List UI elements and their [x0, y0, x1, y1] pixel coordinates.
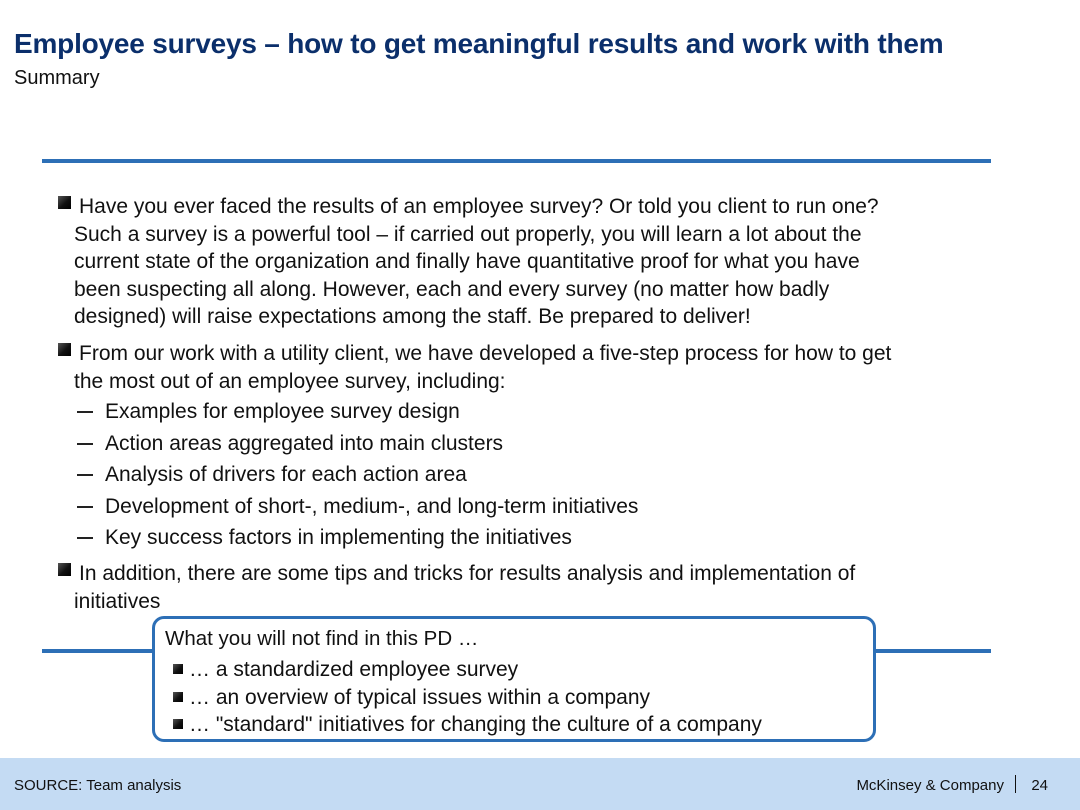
- top-divider: [42, 159, 991, 163]
- callout-box: [152, 616, 876, 742]
- dash-bullet-icon: [77, 411, 93, 413]
- footer-separator: [1015, 775, 1017, 793]
- page-subtitle: Summary: [14, 67, 100, 89]
- bullet-line: From our work with a utility client, we have developed a five-step process for how to get: [79, 342, 892, 365]
- bullet-paragraph-2: [74, 340, 974, 395]
- callout-list: [171, 656, 762, 739]
- list-item: Development of short-, medium-, and long-term initiatives: [74, 491, 638, 523]
- dash-bullet-icon: [77, 443, 93, 445]
- process-steps-list: [74, 396, 638, 554]
- square-bullet-icon: [58, 563, 71, 576]
- square-bullet-icon: [173, 664, 183, 674]
- company-name: McKinsey & Company: [856, 777, 1004, 794]
- list-item: Examples for employee survey design: [74, 396, 638, 428]
- bullet-line: Have you ever faced the results of an employee survey? Or told you client to run one?: [79, 195, 879, 218]
- callout-heading: What you will not find in this PD …: [165, 627, 479, 650]
- dash-bullet-icon: [77, 506, 93, 508]
- bullet-line: Such a survey is a powerful tool – if carried out properly, you will learn a lot about the: [74, 222, 862, 246]
- bullet-line: the most out of an employee survey, including:: [74, 369, 506, 393]
- list-item: Key success factors in implementing the initiatives: [74, 522, 638, 554]
- bullet-line: initiatives: [74, 589, 161, 613]
- list-item: Action areas aggregated into main clusters: [74, 428, 638, 460]
- dash-bullet-icon: [77, 474, 93, 476]
- bullet-line: designed) will raise expectations among the staff. Be prepared to deliver!: [74, 305, 751, 328]
- square-bullet-icon: [58, 196, 71, 209]
- dash-bullet-icon: [77, 537, 93, 539]
- square-bullet-icon: [173, 719, 183, 729]
- list-item: … "standard" initiatives for changing the culture of a company: [171, 711, 762, 739]
- bullet-line: In addition, there are some tips and tricks for results analysis and implementation of: [79, 562, 856, 585]
- square-bullet-icon: [58, 343, 71, 356]
- square-bullet-icon: [173, 692, 183, 702]
- bullet-paragraph-1: [74, 193, 974, 331]
- bullet-line: been suspecting all along. However, each and every survey (no matter how badly: [74, 277, 830, 301]
- bullet-line: current state of the organization and finally have quantitative proof for what you have: [74, 250, 860, 273]
- bullet-paragraph-3: [74, 560, 974, 615]
- list-item: … a standardized employee survey: [171, 656, 762, 684]
- page-number: 24: [1031, 777, 1048, 794]
- footer-bar: [0, 758, 1080, 810]
- list-item: … an overview of typical issues within a company: [171, 684, 762, 712]
- list-item: Analysis of drivers for each action area: [74, 459, 638, 491]
- source-note: SOURCE: Team analysis: [14, 777, 182, 794]
- page-title: Employee surveys – how to get meaningful results and work with them: [14, 28, 944, 59]
